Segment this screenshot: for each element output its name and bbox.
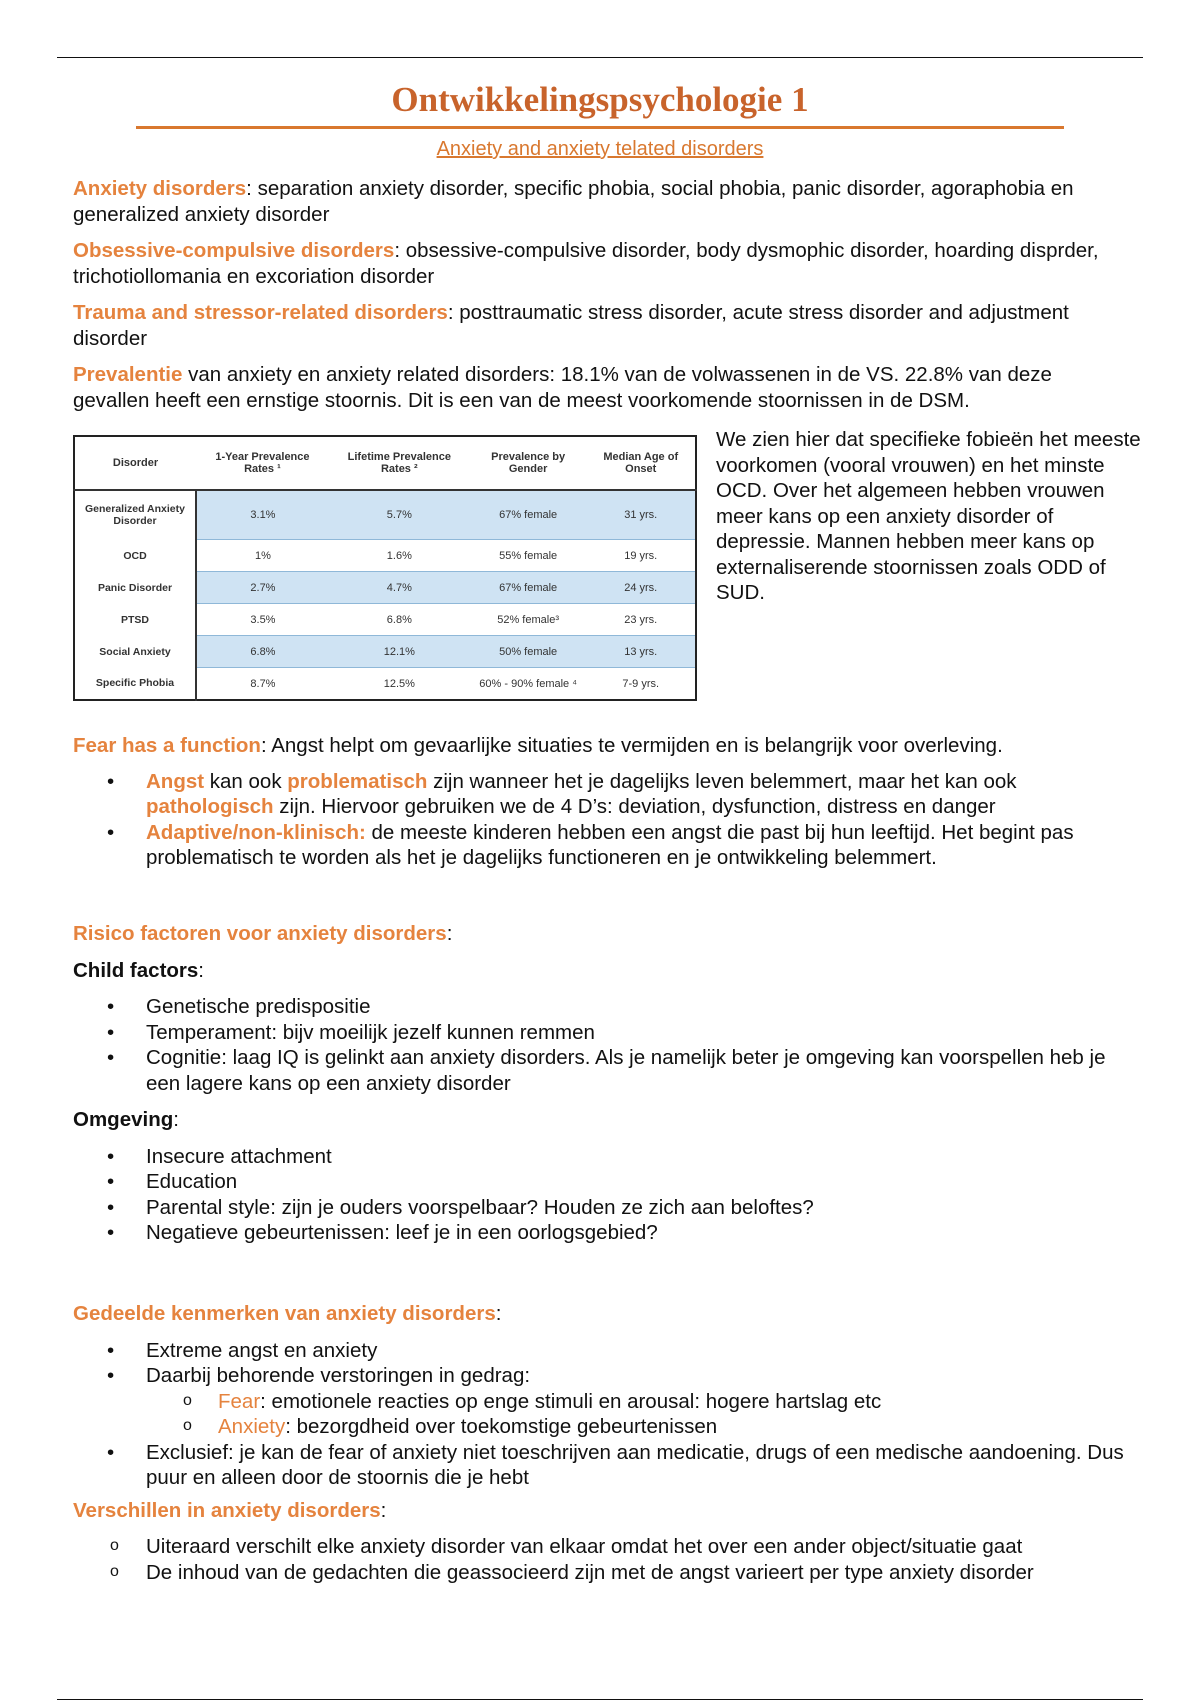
list-item: • Daarbij behorende verstoringen in gedrag: (73, 1363, 1133, 1389)
table-header: Median Age of Onset (586, 436, 696, 490)
term-prevalentie: Prevalentie (73, 363, 183, 386)
table-row (74, 572, 696, 604)
list-item (73, 769, 1133, 820)
table-cell: 13 yrs. (586, 636, 696, 668)
heading-colon: : (380, 1498, 387, 1522)
title-underline (136, 126, 1064, 129)
table-cell: 3.1% (196, 490, 329, 540)
table-cell: 60% - 90% female ⁴ (470, 668, 587, 701)
table-cell: 12.1% (329, 636, 470, 668)
fear-section (73, 733, 1133, 871)
intro-text: : posttraumatic stress disorder, acute stress disorder and adjustment disorder (73, 301, 1069, 350)
table-cell: Social Anxiety (74, 636, 196, 668)
list-item: • Parental style: zijn je ouders voorspelbaar? Houden ze zich aan beloftes? (73, 1195, 1133, 1221)
table-cell: 12.5% (329, 668, 470, 701)
table-cell: 55% female (470, 540, 587, 572)
diff-heading (73, 1498, 1133, 1524)
table-cell: 31 yrs. (586, 490, 696, 540)
list-item: • Cognitie: laag IQ is gelinkt aan anxiety disorders. Als je namelijk beter je omgeving kan voorspellen heb je een lagere kans op een anxiety disorder (73, 1045, 1133, 1096)
table-commentary: We zien hier dat specifieke fobieën het meeste voorkomen (vooral vrouwen) en het minste OCD. Over het algemeen hebben vrouwen meer kans op een anxiety disorder of depressie. Mannen hebben meer kans op externaliserende stoornissen zoals ODD of SUD. (716, 428, 1141, 604)
list-item (73, 820, 1133, 871)
shared-list (73, 1338, 1133, 1491)
table-header: Disorder (74, 436, 196, 490)
table-cell: 23 yrs. (586, 604, 696, 636)
table-header: 1-Year Prevalence Rates ¹ (196, 436, 329, 490)
table-cell: 7-9 yrs. (586, 668, 696, 701)
table-header-row (74, 436, 696, 490)
list-text: : bezorgdheid over toekomstige gebeurtenissen (285, 1415, 718, 1438)
term-pathologisch: pathologisch (146, 795, 274, 818)
table-cell: 8.7% (196, 668, 329, 701)
list-item: • Insecure attachment (73, 1144, 1133, 1170)
subheading: Omgeving (73, 1108, 174, 1131)
list-text: kan ook (204, 769, 288, 793)
table-cell: 4.7% (329, 572, 470, 604)
fear-list (73, 769, 1133, 871)
risk-heading (73, 921, 1133, 947)
term-fear-function: Fear has a function (73, 734, 261, 757)
intro-paragraph (73, 362, 1133, 413)
term-ocd: Obsessive-compulsive disorders (73, 239, 395, 262)
intro-text: : separation anxiety disorder, specific phobia, social phobia, panic disorder, agoraphobia en generalized anxiety disorder (73, 177, 1074, 226)
term-adaptive: Adaptive/non-klinisch: (146, 820, 366, 844)
shared-section (73, 1301, 1133, 1585)
list-text: de meeste kinderen hebben een angst die past bij hun leeftijd. Het begint pas problematisch te worden als het je dagelijks functioneren en je ontwikkeling belemmert. (146, 820, 1074, 869)
env-heading (73, 1107, 1133, 1133)
table-row (74, 490, 696, 540)
child-heading (73, 958, 1133, 984)
table-cell: Generalized Anxiety Disorder (74, 490, 196, 540)
table-cell: 52% female³ (470, 604, 587, 636)
section-heading: Gedeelde kenmerken van anxiety disorders (73, 1302, 496, 1325)
subheading: Child factors (73, 958, 199, 982)
table-row (74, 540, 696, 572)
fear-text: : Angst helpt om gevaarlijke situaties te vermijden en is belangrijk voor overleving. (260, 734, 1003, 757)
intro-text: van anxiety en anxiety related disorders: 18.1% van de volwassenen in de VS. 22.8% van deze gevallen heeft een ernstige stoornis. Dit is een van de meest voorkomende stoornissen in de DSM. (73, 363, 1052, 412)
term-problematisch: problematisch (287, 769, 428, 793)
table-header: Prevalence by Gender (470, 436, 587, 490)
list-item: • Education (73, 1169, 1133, 1195)
section-heading: Risico factoren voor anxiety disorders (73, 922, 447, 945)
sub-list-item (73, 1414, 1133, 1440)
prevalence-table (73, 435, 697, 701)
top-rule (57, 57, 1143, 58)
heading-colon: : (495, 1302, 502, 1325)
intro-paragraph (73, 176, 1133, 227)
term-trauma: Trauma and stressor-related disorders (73, 301, 448, 324)
table-header: Lifetime Prevalence Rates ² (329, 436, 470, 490)
heading-colon: : (173, 1108, 179, 1131)
table-cell: 6.8% (329, 604, 470, 636)
table-cell: 19 yrs. (586, 540, 696, 572)
table-cell: 67% female (470, 490, 587, 540)
list-item: o Uiteraard verschilt elke anxiety disorder van elkaar omdat het over een ander object/situatie gaat (73, 1534, 1133, 1560)
list-item: • Genetische predispositie (73, 994, 1133, 1020)
page-subtitle: Anxiety and anxiety telated disorders (436, 138, 764, 160)
table-cell: 67% female (470, 572, 587, 604)
list-item: • Negatieve gebeurtenissen: leef je in een oorlogsgebied? (73, 1220, 1133, 1246)
term-fear: Fear (218, 1389, 261, 1413)
fear-paragraph (73, 733, 1133, 759)
table-cell: OCD (74, 540, 196, 572)
table-cell: 2.7% (196, 572, 329, 604)
table-row (74, 668, 696, 701)
table-cell: 3.5% (196, 604, 329, 636)
table-row (74, 636, 696, 668)
list-text: : emotionele reacties op enge stimuli en arousal: hogere hartslag etc (260, 1389, 882, 1413)
heading-colon: : (446, 922, 453, 945)
table-cell: Panic Disorder (74, 572, 196, 604)
table-cell: 24 yrs. (586, 572, 696, 604)
term-angst: Angst (146, 769, 205, 793)
intro-paragraph (73, 300, 1133, 351)
table-cell: Specific Phobia (74, 668, 196, 701)
table-cell: 50% female (470, 636, 587, 668)
table-row (74, 604, 696, 636)
section-heading: Verschillen in anxiety disorders (73, 1498, 381, 1522)
intro-section (73, 176, 1133, 413)
list-item: o De inhoud van de gedachten die geassocieerd zijn met de angst varieert per type anxiety disorder (73, 1560, 1133, 1586)
list-item: • Exclusief: je kan de fear of anxiety niet toeschrijven aan medicatie, drugs of een medische aandoening. Dus puur en alleen door de stoornis die je hebt (73, 1440, 1133, 1491)
shared-heading (73, 1301, 1133, 1327)
intro-text: : obsessive-compulsive disorder, body dysmophic disorder, hoarding disprder, trichotiollomania en excoriation disorder (73, 239, 1099, 288)
intro-paragraph (73, 238, 1133, 289)
list-text: zijn wanneer het je dagelijks leven belemmert, maar het kan ook (427, 769, 1017, 793)
environment-list (73, 1144, 1133, 1246)
page-title: Ontwikkelingspsychologie 1 (391, 80, 809, 119)
child-factors-list (73, 994, 1133, 1096)
term-anxiety-disorders: Anxiety disorders (73, 177, 247, 200)
table-cell: PTSD (74, 604, 196, 636)
list-item: • Temperament: bijv moeilijk jezelf kunnen remmen (73, 1020, 1133, 1046)
term-anxiety: Anxiety (218, 1415, 286, 1438)
table-cell: 5.7% (329, 490, 470, 540)
diff-list (73, 1534, 1133, 1585)
table-cell: 1.6% (329, 540, 470, 572)
heading-colon: : (198, 958, 204, 982)
list-item: • Extreme angst en anxiety (73, 1338, 1133, 1364)
sub-list-item (73, 1389, 1133, 1415)
table-cell: 6.8% (196, 636, 329, 668)
table-cell: 1% (196, 540, 329, 572)
list-text: zijn. Hiervoor gebruiken we de 4 D’s: deviation, dysfunction, distress en danger (273, 795, 996, 818)
risk-section (73, 921, 1133, 1246)
